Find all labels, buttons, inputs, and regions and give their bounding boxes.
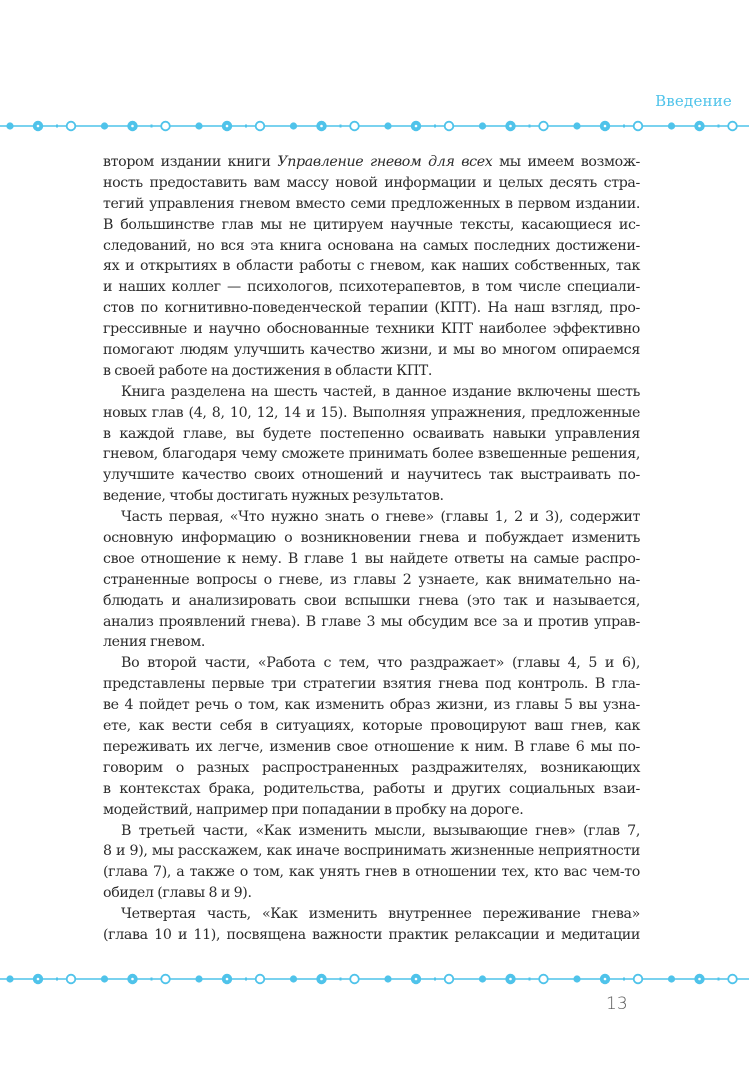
text-segment: и наших коллег — психологов, психотерапевтов, в том числе специали- [103, 279, 640, 296]
text-line [103, 632, 640, 653]
small-dot-icon [290, 122, 297, 129]
hollow-ring-icon [350, 122, 359, 131]
body-text [103, 152, 640, 946]
tick-mark [434, 978, 436, 981]
hollow-ring-icon [634, 975, 643, 984]
hollow-ring-icon [256, 975, 265, 984]
tick-mark [245, 978, 247, 981]
large-dot-center [509, 978, 512, 981]
text-line [103, 465, 640, 486]
text-segment: страненные вопросы о гневе, из главы 2 узнаете, как внимательно на- [103, 571, 640, 588]
small-dot-icon [6, 122, 13, 129]
text-segment: ете, как вести себя в ситуациях, которые провоцируют ваш гнев, как [103, 718, 640, 735]
text-segment: В большинстве глав мы не цитируем научные тексты, касающиеся ис- [103, 216, 640, 233]
hollow-ring-icon [161, 975, 170, 984]
text-line [103, 507, 640, 528]
tick-mark [56, 978, 58, 981]
text-segment: гневом, благодаря чему сможете принимать более взвешенные решения, [103, 446, 640, 463]
small-dot-icon [479, 975, 486, 982]
large-dot-center [415, 978, 418, 981]
text-segment: втором издании книги [103, 154, 278, 170]
large-dot-center [226, 978, 229, 981]
paragraph [103, 821, 640, 905]
text-segment: Часть первая, «Что нужно знать о гневе» (главы 1, 2 и 3), содержит [121, 509, 640, 526]
hollow-ring-icon [728, 122, 737, 131]
small-dot-icon [101, 122, 108, 129]
paragraph [103, 904, 640, 946]
text-segment: свое отношение к нему. В главе 1 вы найдете ответы на самые распро- [103, 550, 640, 567]
small-dot-icon [668, 122, 675, 129]
large-dot-center [320, 125, 323, 128]
text-segment: в контекстах брака, родительства, работы и других социальных взаи- [103, 780, 640, 797]
paragraph [103, 382, 640, 507]
text-line [103, 152, 640, 173]
tick-mark [245, 125, 247, 128]
small-dot-icon [479, 122, 486, 129]
text-line [103, 236, 640, 257]
text-line [103, 424, 640, 445]
text-line [103, 841, 640, 862]
small-dot-icon [384, 122, 391, 129]
text-segment: модействий, например при попадании в пробку на дороге. [103, 801, 524, 818]
text-line [103, 779, 640, 800]
text-line [103, 695, 640, 716]
text-segment: анализ проявлений гнева). В главе 3 мы обсудим все за и против управ- [103, 613, 640, 630]
tick-mark [151, 125, 153, 128]
text-segment: переживать их легче, изменив свое отношение к ним. В главе 6 мы по- [103, 738, 640, 755]
text-line [103, 340, 640, 361]
small-dot-icon [573, 122, 580, 129]
text-segment: мы имеем возмож- [492, 154, 640, 170]
small-dot-icon [573, 975, 580, 982]
top-decorative-rule [0, 118, 749, 134]
text-segment: ность предоставить вам массу новой информации и целых десять стра- [103, 174, 640, 191]
text-line [103, 256, 640, 277]
text-segment: (глава 10 и 11), посвящена важности практик релаксации и медитации [103, 926, 640, 943]
large-dot-center [320, 978, 323, 981]
text-line [103, 570, 640, 591]
text-segment: Четвертая часть, «Как изменить внутреннее переживание гнева» [121, 906, 640, 923]
text-segment: Во второй части, «Работа с тем, что раздражает» (главы 4, 5 и 6), [121, 655, 640, 672]
text-line [103, 737, 640, 758]
tick-mark [718, 125, 720, 128]
text-segment: улучшите качество своих отношений и научитесь так выстраивать по- [103, 467, 640, 484]
text-segment: ях и открытиях в области работы с гневом, как наших собственных, так [103, 258, 640, 275]
small-dot-icon [668, 975, 675, 982]
hollow-ring-icon [539, 122, 548, 131]
large-dot-center [37, 978, 40, 981]
text-segment: новых глав (4, 8, 10, 12, 14 и 15). Выполняя упражнения, предложенные [103, 404, 640, 421]
text-segment: основную информацию о возникновении гнева и побуждает изменить [103, 530, 640, 547]
small-dot-icon [195, 122, 202, 129]
small-dot-icon [101, 975, 108, 982]
hollow-ring-icon [67, 975, 76, 984]
text-segment: ления гневом. [103, 634, 206, 651]
text-line [103, 528, 640, 549]
large-dot-center [698, 125, 701, 128]
tick-mark [623, 125, 625, 128]
large-dot-center [131, 978, 134, 981]
text-segment: тегий управления гневом вместо семи предложенных в первом издании. [103, 195, 640, 212]
hollow-ring-icon [350, 975, 359, 984]
hollow-ring-icon [445, 122, 454, 131]
paragraph [103, 507, 640, 653]
text-line [103, 361, 640, 382]
tick-mark [529, 978, 531, 981]
text-line [103, 758, 640, 779]
text-line [103, 173, 640, 194]
hollow-ring-icon [445, 975, 454, 984]
small-dot-icon [290, 975, 297, 982]
text-line [103, 591, 640, 612]
text-line [103, 382, 640, 403]
text-line [103, 549, 640, 570]
text-segment: представлены первые три стратегии взятия гнева под контроль. В гла- [103, 676, 640, 693]
text-line [103, 612, 640, 633]
text-line [103, 403, 640, 424]
tick-mark [340, 125, 342, 128]
tick-mark [151, 978, 153, 981]
hollow-ring-icon [67, 122, 76, 131]
large-dot-center [37, 125, 40, 128]
tick-mark [718, 978, 720, 981]
hollow-ring-icon [256, 122, 265, 131]
text-segment: В третьей части, «Как изменить мысли, вызывающие гнев» (глав 7, [121, 822, 640, 839]
text-segment: стов по когнитивно-поведенческой терапии (КПТ). На наш взгляд, про- [103, 300, 640, 317]
text-line [103, 862, 640, 883]
hollow-ring-icon [539, 975, 548, 984]
large-dot-center [415, 125, 418, 128]
text-line [103, 215, 640, 236]
tick-mark [529, 125, 531, 128]
text-segment: ведение, чтобы достигать нужных результатов. [103, 488, 444, 505]
text-line [103, 653, 640, 674]
text-segment: обидел (главы 8 и 9). [103, 885, 252, 902]
text-segment: говорим о разных распространенных раздражителях, возникающих [103, 759, 640, 776]
large-dot-center [131, 125, 134, 128]
large-dot-center [698, 978, 701, 981]
large-dot-center [604, 125, 607, 128]
text-line [103, 674, 640, 695]
text-line [103, 800, 640, 821]
text-segment: 8 и 9), мы расскажем, как иначе воспринимать жизненные неприятности [103, 843, 640, 860]
page-number: 13 [606, 994, 628, 1014]
running-head-title: Введение [655, 92, 732, 110]
text-segment: Книга разделена на шесть частей, в данное издание включены шесть [121, 383, 640, 400]
large-dot-center [509, 125, 512, 128]
bottom-decorative-rule [0, 971, 749, 987]
text-line [103, 904, 640, 925]
text-line [103, 716, 640, 737]
text-segment: (глава 7), а также о том, как унять гнев в отношении тех, кто вас чем-то [103, 864, 640, 881]
text-segment: в своей работе на достижения в области КПТ. [103, 362, 433, 379]
paragraph [103, 653, 640, 820]
hollow-ring-icon [161, 122, 170, 131]
text-line [103, 486, 640, 507]
small-dot-icon [384, 975, 391, 982]
text-segment: помогают людям улучшить качество жизни, и мы во многом опираемся [103, 342, 640, 359]
large-dot-center [604, 978, 607, 981]
text-segment: грессивные и научно обоснованные техники КПТ наиболее эффективно [103, 321, 640, 338]
tick-mark [434, 125, 436, 128]
paragraph [103, 152, 640, 382]
tick-mark [340, 978, 342, 981]
hollow-ring-icon [728, 975, 737, 984]
text-line [103, 883, 640, 904]
small-dot-icon [195, 975, 202, 982]
text-line [103, 277, 640, 298]
text-line [103, 925, 640, 946]
small-dot-icon [6, 975, 13, 982]
text-line [103, 444, 640, 465]
hollow-ring-icon [634, 122, 643, 131]
text-line [103, 319, 640, 340]
text-segment: следований, но вся эта книга основана на самых последних достижени- [103, 237, 640, 254]
book-title-italic: Управление гневом для всех [277, 154, 493, 170]
text-segment: блюдать и анализировать свои вспышки гнева (это так и называется, [103, 592, 640, 609]
large-dot-center [226, 125, 229, 128]
tick-mark [56, 125, 58, 128]
tick-mark [623, 978, 625, 981]
text-segment: в каждой главе, вы будете постепенно осваивать навыки управления [103, 425, 640, 442]
text-line [103, 821, 640, 842]
text-segment: ве 4 пойдет речь о том, как изменить образ жизни, из главы 5 вы узна- [103, 697, 640, 714]
text-line [103, 194, 640, 215]
text-line [103, 298, 640, 319]
